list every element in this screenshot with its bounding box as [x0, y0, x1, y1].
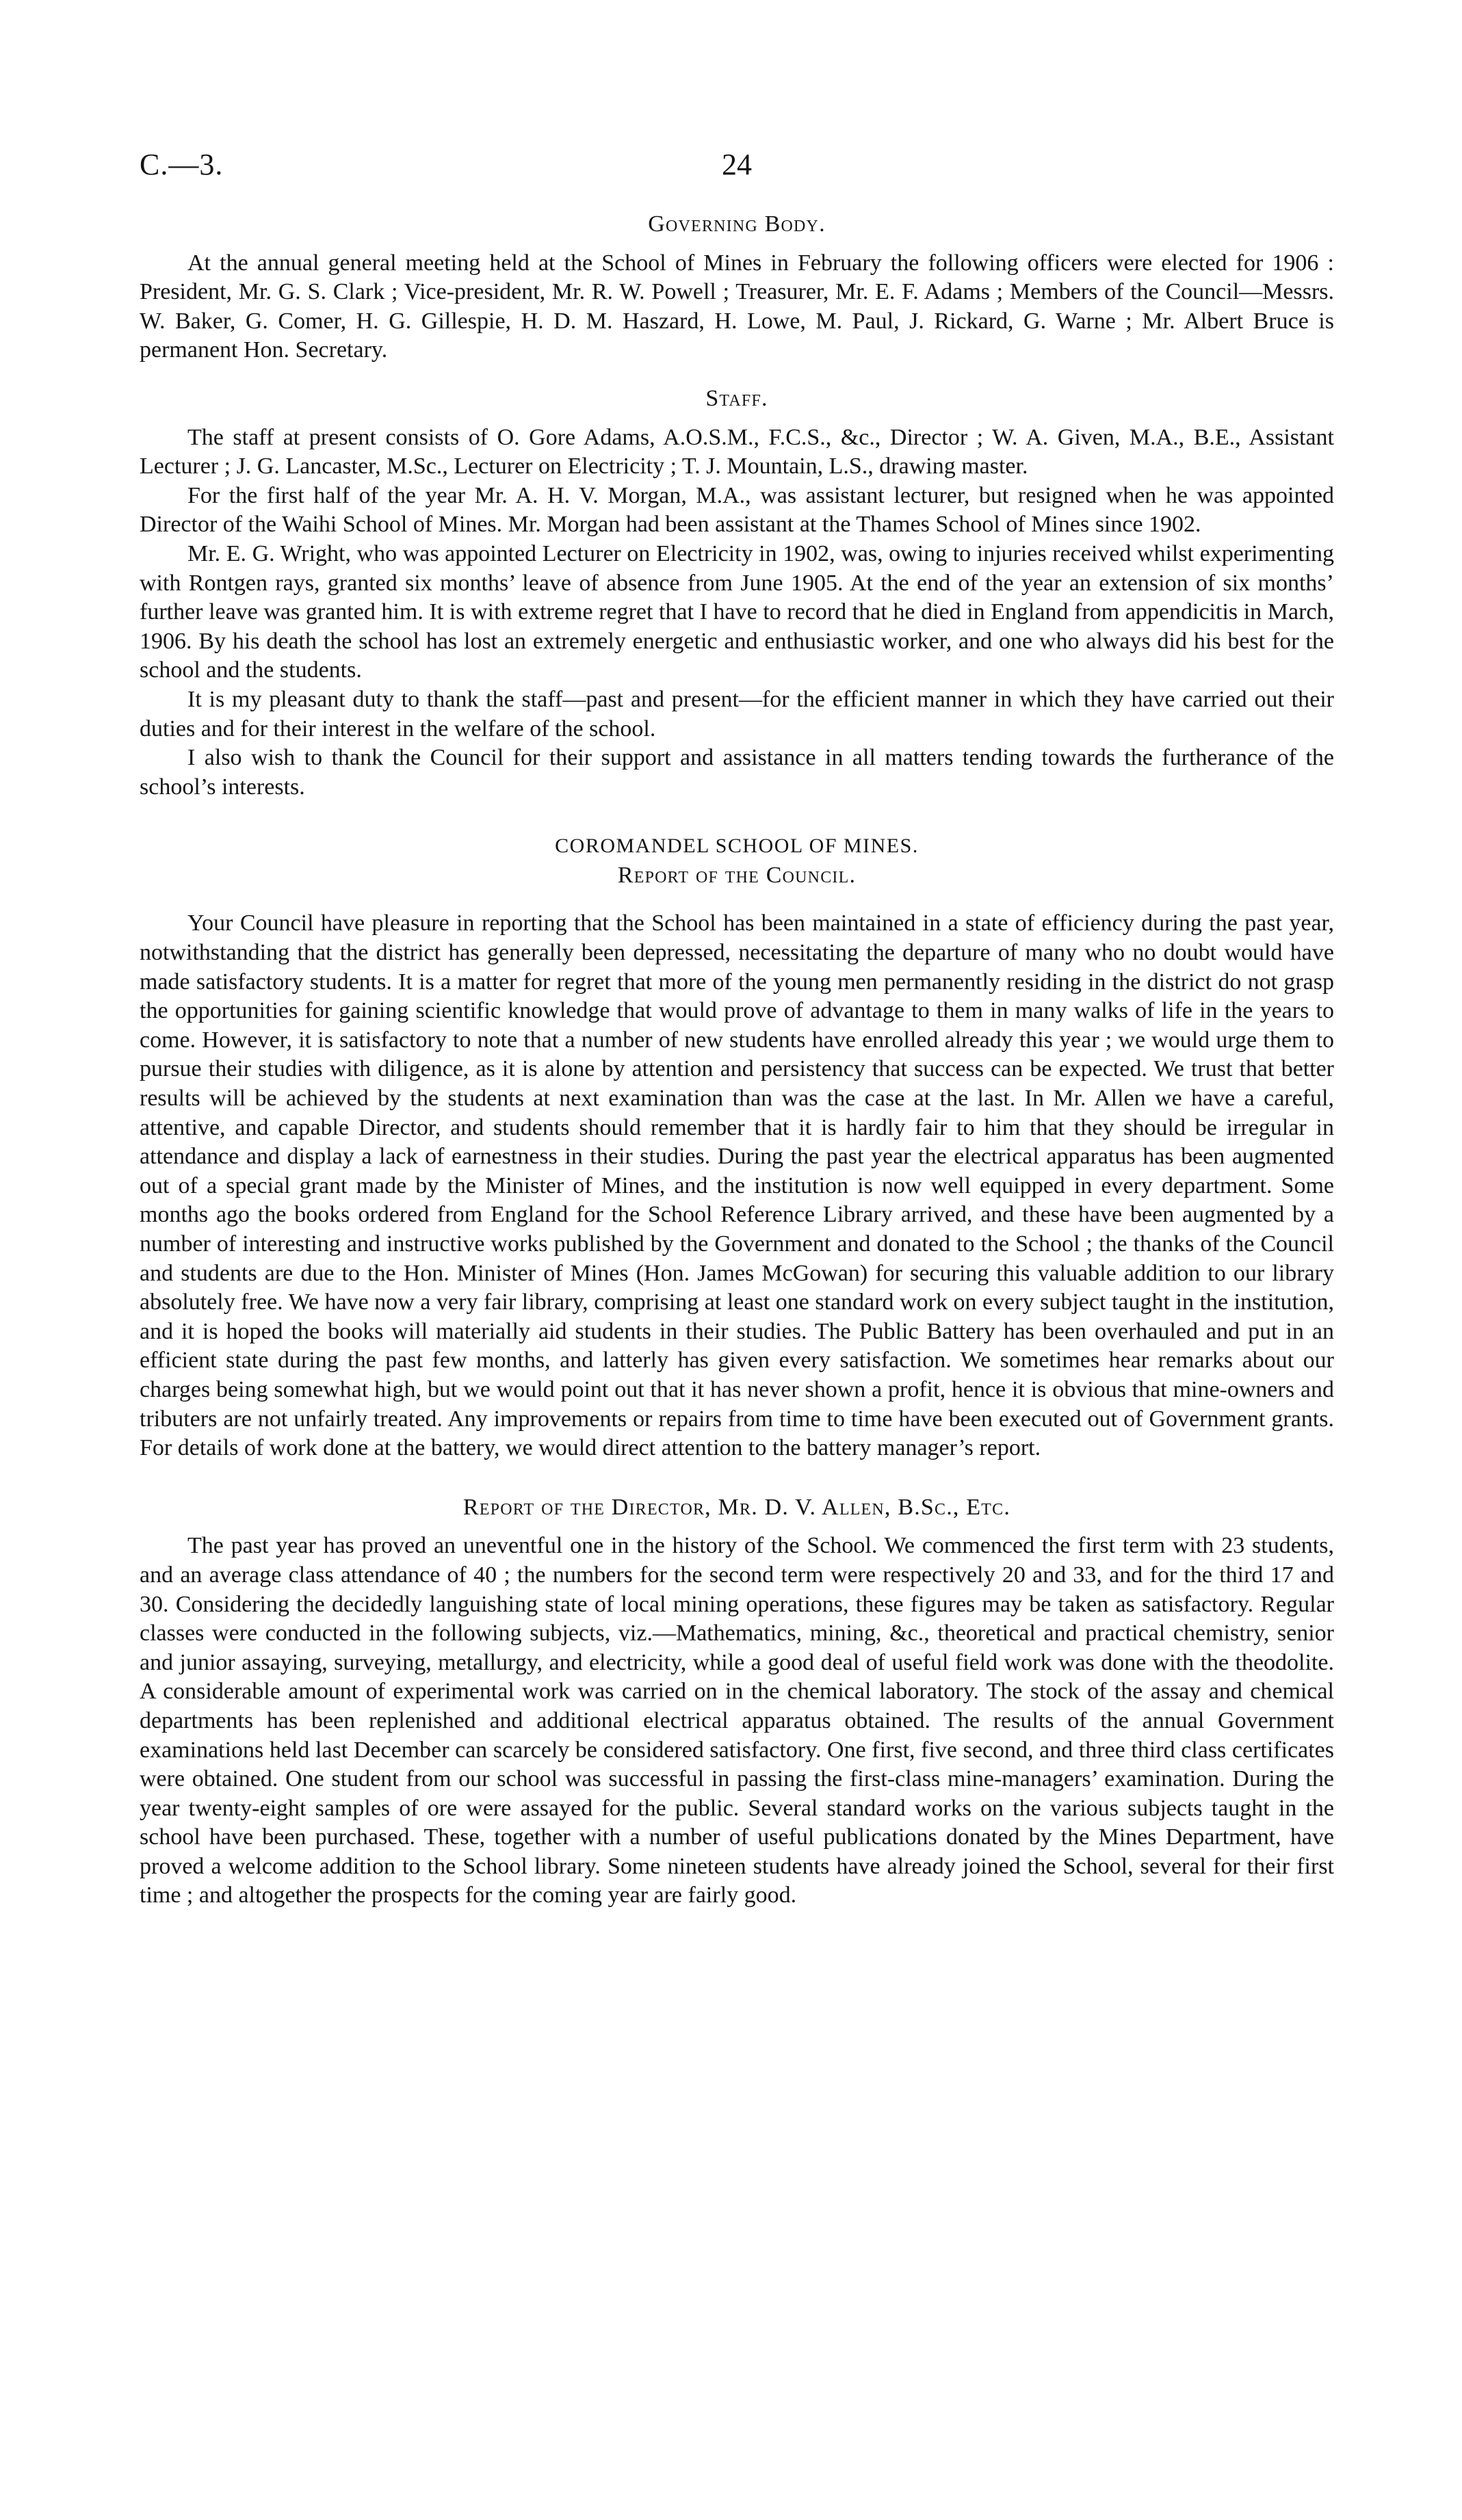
page-number: 24 [722, 148, 752, 181]
director-report-paragraph: The past year has proved an uneventful one in the history of the School. We commenced the first term with 23 students, and an average class attendance of 40 ; the numbers for the second term were respectively 20 and 33, and for the third 17 and 30. Considering the decidedly languishing state of local mining operations, these figures may be taken as satisfactory. Regular classes were conducted in the following subjects, viz.—Mathematics, mining, &c., theoretical and practical chemistry, senior and junior assaying, surveying, metallurgy, and electricity, while a good deal of useful field work was done with the theodolite. A considerable amount of experimental work was carried on in the chemical laboratory. The stock of the assay and chemical departments has been replenished and additional electrical apparatus obtained. The results of the annual Government examinations held last December can scarcely be considered satisfactory. One first, five second, and three third class certificates were obtained. One student from our school was successful in passing the first-class mine-managers’ examination. During the year twenty-eight samples of ore were assayed for the public. Several standard works on the various subjects taught in the school have been purchased. These, together with a number of useful publications donated by the Mines Department, have proved a welcome addition to the School library. Some nineteen students have already joined the School, several for their first time ; and altogether the prospects for the coming year are fairly good. [140, 1533, 1334, 1908]
governing-body-heading: Governing Body. [648, 211, 826, 237]
staff-paragraph: For the first half of the year Mr. A. H. V. Morgan, M.A., was assistant lecturer, but resigned when he was appointed Director of the Waihi School of Mines. Mr. Morgan had been assistant at the Thames School of Mines since 1902. [140, 482, 1334, 538]
council-report-paragraph: Your Council have pleasure in reporting that the School has been maintained in a state of efficiency during the past year, notwithstanding that the district has generally been depressed, necessitating the departure of many who no doubt would have made satisfactory students. It is a matter for regret that more of the young men permanently residing in the district do not grasp the opportunities for gaining scientific knowledge that would prove of advantage to them in many walks of life in the years to come. However, it is satisfactory to note that a number of new students have enrolled already this year ; we would urge them to pursue their studies with diligence, as it is alone by attention and persistency that success can be expected. We trust that better results will be achieved by the students at next examination than was the case at the last. In Mr. Allen we have a careful, attentive, and capable Director, and students should remember that it is hardly fair to him that they should be irregular in attendance and display a lack of earnestness in their studies. During the past year the electrical apparatus has been augmented out of a special grant made by the Minister of Mines, and the institution is now well equipped in every department. Some months ago the books ordered from England for the School Reference Library arrived, and these have been augmented by a number of interesting and instructive works published by the Government and donated to the School ; the thanks of the Council and students are due to the Hon. Minister of Mines (Hon. James McGowan) for securing this valuable addition to our library absolutely free. We have now a very fair library, comprising at least one standard work on every subject taught in the institution, and it is hoped the books will materially aid students in their studies. The Public Battery has been overhauled and put in an efficient state during the past few months, and latterly has given every satisfaction. We sometimes hear remarks about our charges being somewhat high, but we would point out that it has never shown a profit, hence it is obvious that mine-owners and tributers are not unfairly treated. Any improvements or repairs from time to time have been executed out of Government grants. For details of work done at the battery, we would direct attention to the battery manager’s report. [140, 910, 1334, 1461]
staff-paragraph: It is my pleasant duty to thank the staff—past and present—for the efficient manner in which they have carried out their duties and for their interest in the welfare of the school. [140, 686, 1334, 741]
council-report-heading: Report of the Council. [617, 862, 857, 888]
staff-paragraph: I also wish to thank the Council for their support and assistance in all matters tending towards the furtherance of the school’s interests. [140, 745, 1334, 800]
page-body [140, 210, 1334, 1911]
governing-body-paragraph: At the annual general meeting held at the School of Mines in February the following officers were elected for 1906 : President, Mr. G. S. Clark ; Vice-president, Mr. R. W. Powell ; Treasurer, Mr. E. F. Adams ; Members of the Council—Messrs. W. Baker, G. Comer, H. G. Gillespie, H. D. M. Haszard, H. Lowe, M. Paul, J. Rickard, G. Warne ; Mr. Albert Bruce is permanent Hon. Secretary. [140, 250, 1334, 363]
staff-paragraph: The staff at present consists of O. Gore Adams, A.O.S.M., F.C.S., &c., Director ; W. A. Given, M.A., B.E., Assistant Lecturer ; J. G. Lancaster, M.Sc., Lecturer on Electricity ; T. J. Mountain, L.S., drawing master. [140, 424, 1334, 480]
director-report-heading: Report of the Director, Mr. D. V. Allen, B.Sc., Etc. [462, 1494, 1011, 1520]
coromandel-title: COROMANDEL SCHOOL OF MINES. [555, 835, 919, 858]
staff-heading: Staff. [705, 385, 768, 411]
page-header [140, 147, 1334, 188]
page-reference: C.—3. [140, 148, 224, 181]
staff-paragraph: Mr. E. G. Wright, who was appointed Lecturer on Electricity in 1902, was, owing to injuries received whilst experimenting with Rontgen rays, granted six months’ leave of absence from June 1905. At the end of the year an extension of six months’ further leave was granted him. It is with extreme regret that I have to record that he died in England from appendicitis in March, 1906. By his death the school has lost an extremely energetic and enthusiastic worker, and one who always did his best for the school and the students. [140, 540, 1334, 683]
